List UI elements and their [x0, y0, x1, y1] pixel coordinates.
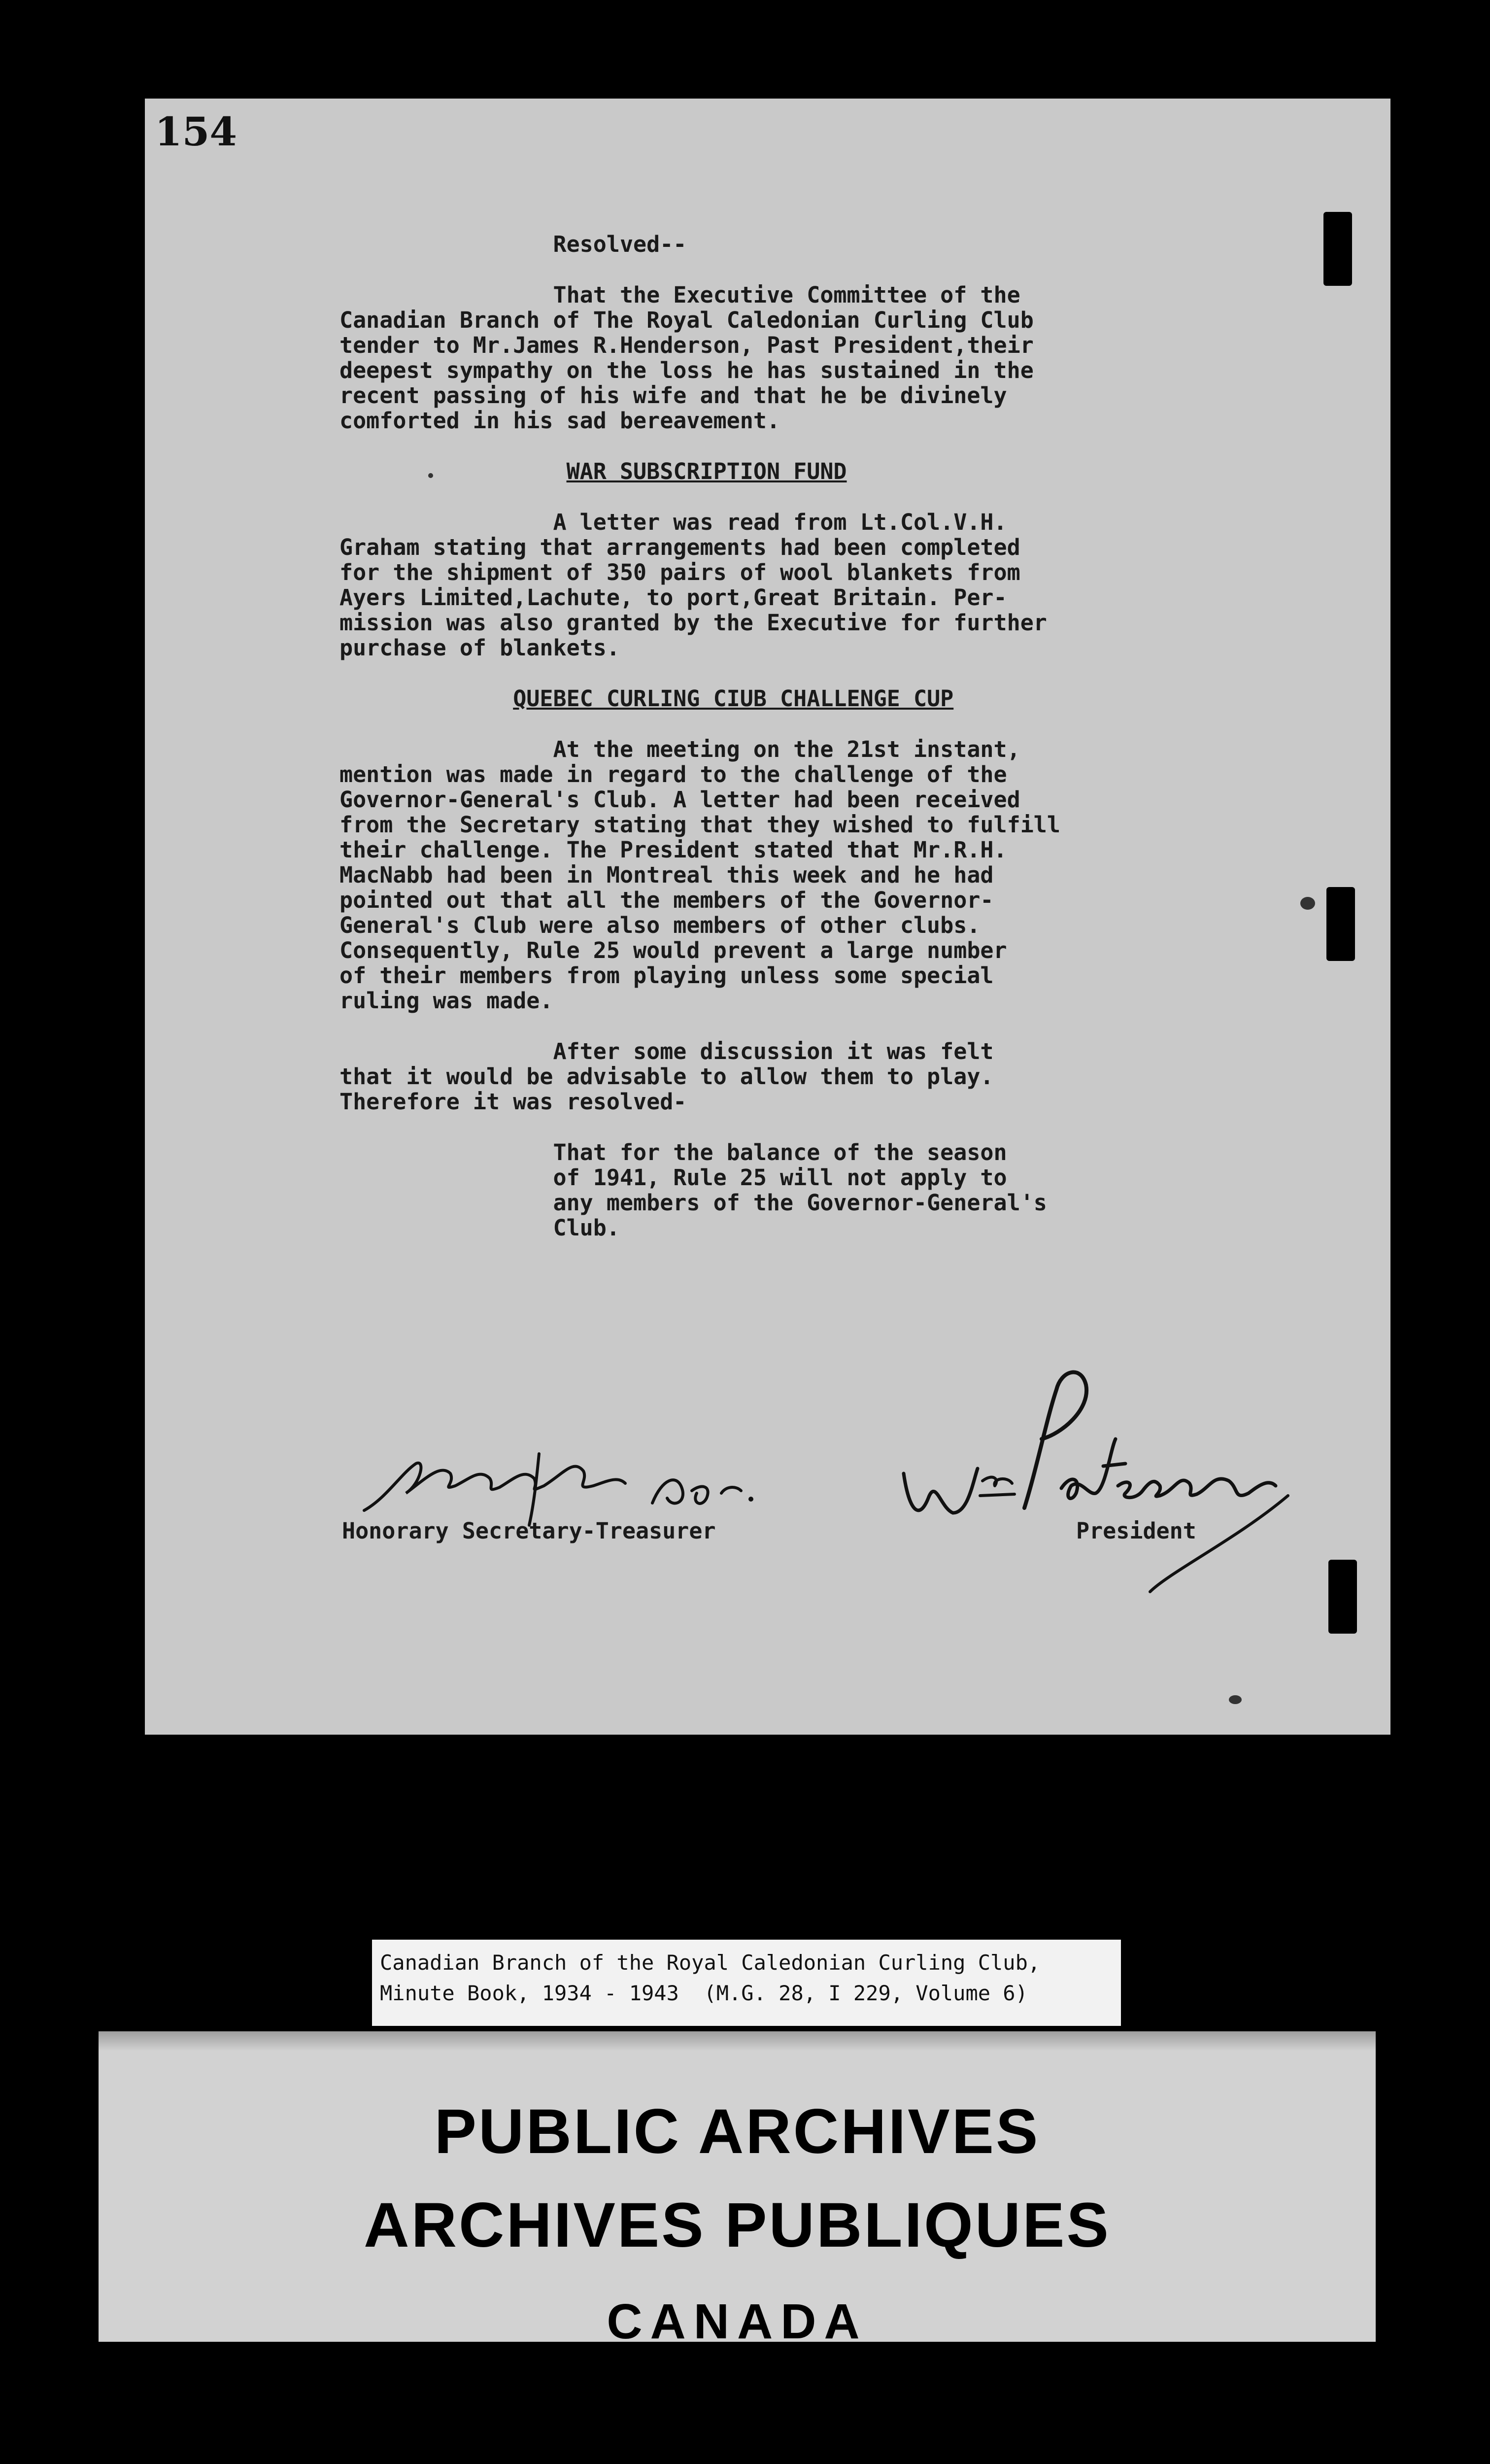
dust-speck	[1229, 1695, 1242, 1704]
text-line: pointed out that all the members of the Governor-	[339, 887, 994, 913]
text-line: tender to Mr.James R.Henderson, Past President,their	[339, 332, 1034, 358]
text-line: that it would be advisable to allow them to play.	[339, 1063, 994, 1090]
paragraph-gap	[339, 433, 1202, 459]
text-line: MacNabb had been in Montreal this week and he had	[339, 862, 994, 888]
paragraph-gap	[339, 484, 1202, 510]
punch-mark	[1326, 887, 1355, 961]
president-signature	[894, 1360, 1303, 1607]
text-line: comforted in his sad bereavement.	[339, 408, 780, 434]
minutes-text	[339, 232, 1202, 1240]
text-line: Ayers Limited,Lachute, to port,Great Britain. Per-	[339, 584, 1007, 611]
reference-line-2: Minute Book, 1934 - 1943 (M.G. 28, I 229, Volume 6)	[380, 1981, 1028, 2005]
document-page	[145, 99, 1390, 1735]
section-heading: QUEBEC CURLING CIUB CHALLENGE CUP	[513, 685, 954, 712]
paragraph-gap	[339, 711, 1202, 737]
text-line: their challenge. The President stated that Mr.R.H.	[339, 837, 1007, 863]
text-line: Graham stating that arrangements had been completed	[339, 534, 1020, 560]
text-line: Resolved--	[339, 231, 687, 257]
paragraph-gap	[339, 660, 1202, 686]
text-line: of 1941, Rule 25 will not apply to	[339, 1164, 1007, 1191]
paragraph-gap	[339, 1114, 1202, 1140]
stamp-line-english: PUBLIC ARCHIVES	[434, 2096, 1040, 2167]
text-line: of their members from playing unless some special	[339, 962, 994, 989]
text-line: At the meeting on the 21st instant,	[339, 736, 1020, 762]
text-line: ruling was made.	[339, 988, 553, 1014]
text-line: for the shipment of 350 pairs of wool blankets from	[339, 559, 1020, 585]
dust-speck	[428, 473, 433, 478]
text-line: Governor-General's Club. A letter had been received	[339, 787, 1020, 813]
text-line: deepest sympathy on the loss he has sustained in the	[339, 357, 1034, 383]
paragraph-gap	[339, 257, 1202, 282]
dust-speck	[1300, 897, 1315, 910]
text-line: any members of the Governor-General's	[339, 1190, 1047, 1216]
text-line: That the Executive Committee of the	[339, 282, 1020, 308]
reference-label	[372, 1940, 1121, 2026]
paragraph-gap	[339, 1013, 1202, 1039]
text-line: mention was made in regard to the challenge of the	[339, 761, 1007, 787]
text-line: Canadian Branch of The Royal Caledonian Curling Club	[339, 307, 1034, 333]
stamp-edge	[99, 2031, 1376, 2051]
stamp-line-country: CANADA	[607, 2294, 868, 2342]
page-number: 154	[155, 108, 237, 155]
stamp-line-french: ARCHIVES PUBLIQUES	[364, 2190, 1111, 2260]
text-line: purchase of blankets.	[339, 635, 620, 661]
text-line: from the Secretary stating that they wished to fulfill	[339, 812, 1060, 838]
text-line: mission was also granted by the Executive for further	[339, 610, 1047, 636]
text-line: A letter was read from Lt.Col.V.H.	[339, 509, 1007, 535]
reference-line-1: Canadian Branch of the Royal Caledonian Curling Club,	[380, 1951, 1041, 1975]
text-line: That for the balance of the season	[339, 1139, 1007, 1165]
section-heading: WAR SUBSCRIPTION FUND	[566, 458, 847, 484]
archive-stamp	[99, 2031, 1376, 2342]
secretary-label: Honorary Secretary-Treasurer	[342, 1518, 716, 1544]
text-line: General's Club were also members of other clubs.	[339, 912, 981, 938]
text-line: recent passing of his wife and that he be divinely	[339, 382, 1007, 409]
secretary-signature	[357, 1444, 761, 1528]
punch-mark	[1328, 1560, 1357, 1634]
punch-mark	[1323, 212, 1352, 286]
text-line: Consequently, Rule 25 would prevent a large number	[339, 937, 1007, 963]
text-line: Club.	[339, 1215, 620, 1241]
text-line: After some discussion it was felt	[339, 1038, 994, 1064]
text-line: Therefore it was resolved-	[339, 1089, 687, 1115]
president-label: President	[1076, 1518, 1196, 1544]
